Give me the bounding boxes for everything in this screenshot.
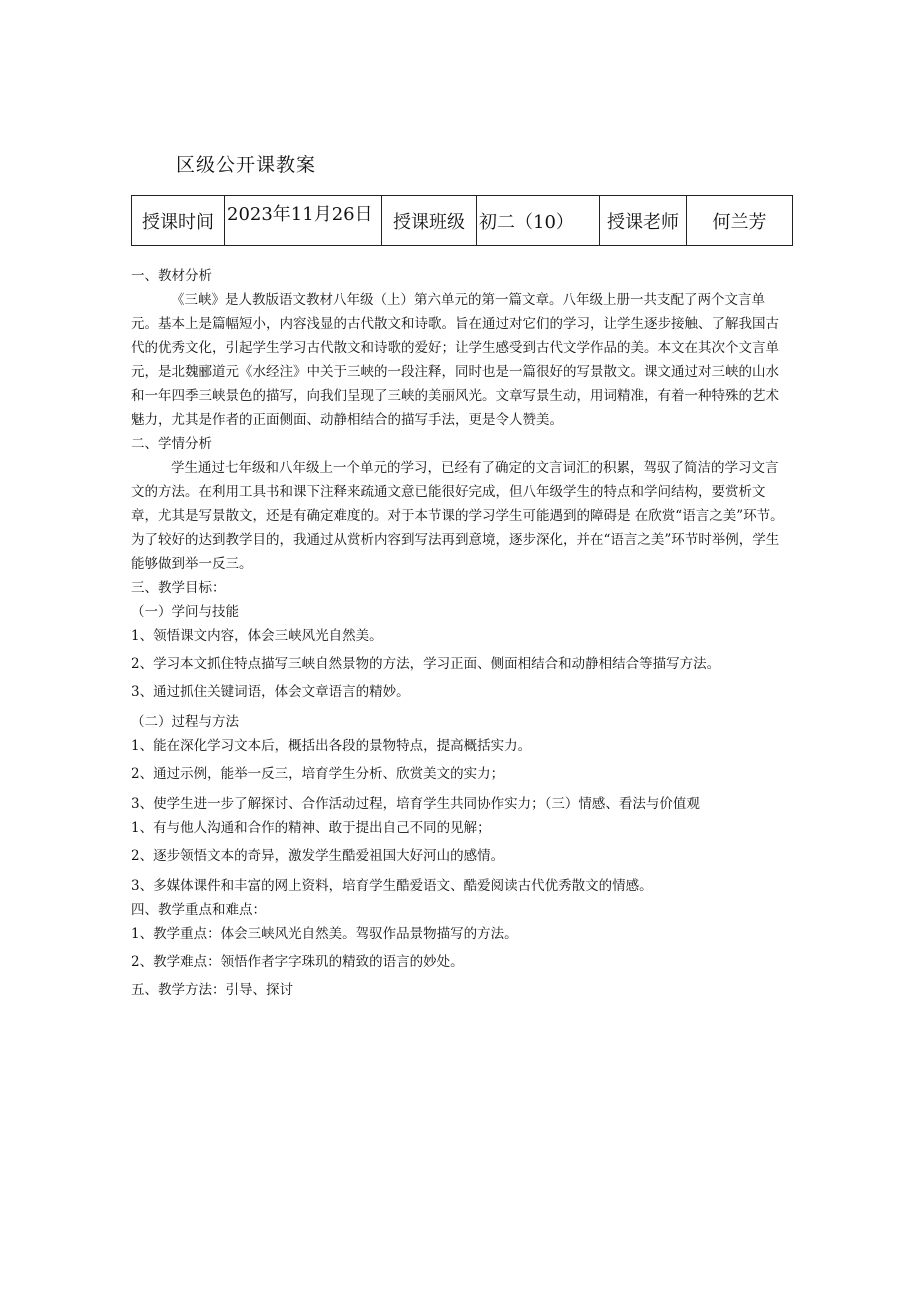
list-item: 2、逐步领悟文本的奇异，激发学生酷爱祖国大好河山的感情。 xyxy=(131,848,505,864)
document-title: 区级公开课教案 xyxy=(176,154,317,176)
list-item: 1、有与他人沟通和合作的精神、敢于提出自己不同的见解； xyxy=(131,820,491,836)
section-heading-teaching-methods: 五、教学方法：引导、探讨 xyxy=(131,982,293,998)
teacher-label: 授课老师 xyxy=(600,196,687,246)
list-item: 1、教学重点：体会三峡风光自然美。驾驭作品景物描写的方法。 xyxy=(131,926,518,942)
subheading-knowledge-skills: （一）学问与技能 xyxy=(131,604,239,620)
list-item: 2、学习本文抓住特点描写三峡自然景物的方法，学习正面、侧面相结合和动静相结合等描写方法。 xyxy=(131,656,721,672)
class-value: 初二（10） xyxy=(477,196,600,246)
student-analysis-paragraph: 学生通过七年级和八年级上一个单元的学习，已经有了确定的文言词汇的积累，驾驭了简洁的学习文言文的方法。在利用工具书和课下注释来疏通文意已能很好完成，但八年级学生的特点和学问结构，要赏析文章，尤其是写景散文，还是有确定难度的。对于本节课的学习学生可能遇到的障碍是 在欣赏“语言之美”环节。为了较好的达到教学目的，我通过从赏析内容到写法再到意境，逐步深化，并在“语言之美”环节时举例，学生能够做到举一反三。 xyxy=(131,460,784,572)
teacher-value: 何兰芳 xyxy=(687,196,793,246)
list-item: 1、能在深化学习文本后，概括出各段的景物特点，提高概括实力。 xyxy=(131,738,532,754)
section-heading-teaching-goals: 三、教学目标： xyxy=(131,580,226,596)
subheading-process-methods: （二）过程与方法 xyxy=(131,714,239,730)
lesson-info-table xyxy=(131,195,793,246)
section-heading-student-analysis: 二、学情分析 xyxy=(131,436,212,452)
time-value: 2023年11月26日 xyxy=(225,196,382,246)
list-item: 2、通过示例，能举一反三，培育学生分析、欣赏美文的实力； xyxy=(131,766,505,782)
list-item: 3、使学生进一步了解探讨、合作活动过程，培育学生共同协作实力；（三）情感、看法与价值观 xyxy=(131,796,700,812)
list-item: 2、教学难点：领悟作者字字珠玑的精致的语言的妙处。 xyxy=(131,954,464,970)
list-item: 1、领悟课文内容，体会三峡风光自然美。 xyxy=(131,628,383,644)
section-heading-textbook-analysis: 一、教材分析 xyxy=(131,268,212,284)
lesson-plan-body xyxy=(131,264,791,1002)
section-heading-key-points: 四、教学重点和难点： xyxy=(131,902,266,918)
list-item: 3、通过抓住关键词语，体会文章语言的精妙。 xyxy=(131,684,410,700)
time-label: 授课时间 xyxy=(132,196,225,246)
class-label: 授课班级 xyxy=(382,196,477,246)
textbook-analysis-paragraph: 《三峡》是人教版语文教材八年级（上）第六单元的第一篇文章。八年级上册一共支配了两个文言单元。基本上是篇幅短小，内容浅显的古代散文和诗歌。旨在通过对它们的学习，让学生逐步接触、了解我国古代的优秀文化，引起学生学习古代散文和诗歌的爱好；让学生感受到古代文学作品的美。本文在其次个文言单元，是北魏郦道元《水经注》中关于三峡的一段注释，同时也是一篇很好的写景散文。课文通过对三峡的山水和一年四季三峡景色的描写，向我们呈现了三峡的美丽风光。文章写景生动，用词精准，有着一种特殊的艺术魅力，尤其是作者的正面侧面、动静相结合的描写手法，更是令人赞美。 xyxy=(131,292,779,428)
lesson-info-row xyxy=(132,196,793,246)
list-item: 3、多媒体课件和丰富的网上资料，培育学生酷爱语文、酷爱阅读古代优秀散文的情感。 xyxy=(131,878,653,894)
